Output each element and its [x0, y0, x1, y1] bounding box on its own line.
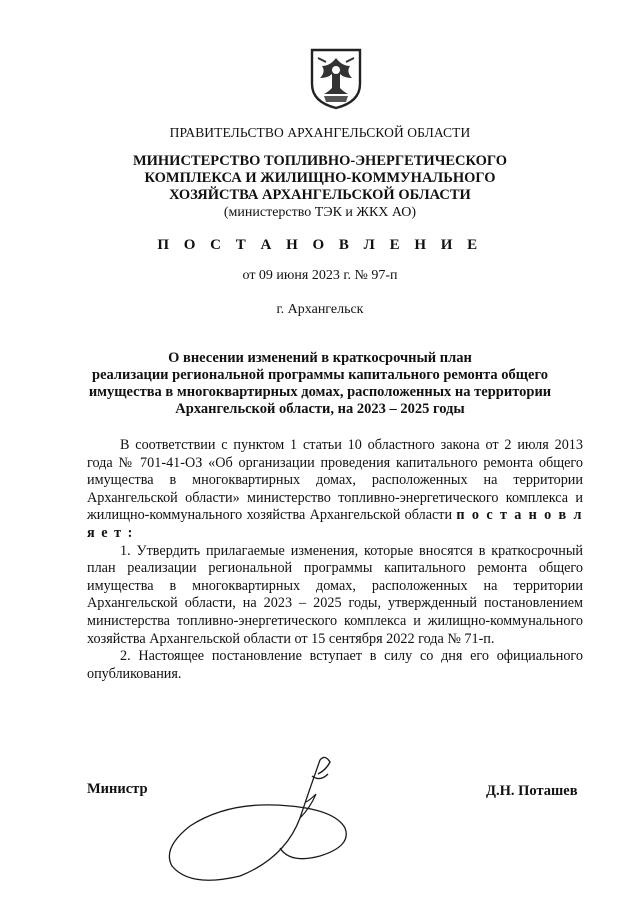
subject-line: О внесении изменений в краткосрочный план: [168, 350, 472, 366]
ministry-title-line: КОМПЛЕКСА И ЖИЛИЩНО-КОММУНАЛЬНОГО: [144, 170, 496, 186]
coat-of-arms-icon: [302, 44, 370, 112]
document-body: [87, 437, 583, 683]
subject-line: Архангельской области, на 2023 – 2025 годы: [175, 401, 465, 417]
document-type: П О С Т А Н О В Л Е Н И Е: [157, 237, 483, 253]
subject-line: имущества в многоквартирных домах, расположенных на территории: [88, 384, 552, 400]
signatory-position: Министр: [87, 781, 148, 797]
ministry-title: [60, 153, 580, 221]
document-date-number: от 09 июня 2023 г. № 97-п: [242, 268, 398, 283]
handwritten-signature-icon: [160, 748, 370, 896]
decree-word: п о с т а н о в л я е т :: [87, 507, 583, 541]
preamble-paragraph: [87, 437, 583, 543]
subject-line: реализации региональной программы капитального ремонта общего: [92, 367, 548, 383]
signatory-name: Д.Н. Поташев: [486, 783, 578, 799]
government-title: ПРАВИТЕЛЬСТВО АРХАНГЕЛЬСКОЙ ОБЛАСТИ: [169, 125, 471, 140]
ministry-title-line: МИНИСТЕРСТВО ТОПЛИВНО-ЭНЕРГЕТИЧЕСКОГО: [132, 153, 508, 169]
document-city: г. Архангельск: [276, 302, 364, 317]
preamble-text: В соответствии с пунктом 1 статьи 10 областного закона от 2 июля 2013 года № 701-41-ОЗ «Об организации проведения капитального ремонта общего имущества в многоквартирных домах, расположенных на территории Архангельской области» министерство топливно-энергетического комплекса и жилищно-коммунального хозяйства Архангельской области: [87, 437, 583, 524]
document-subject: [60, 350, 580, 418]
ministry-title-line: ХОЗЯЙСТВА АРХАНГЕЛЬСКОЙ ОБЛАСТИ: [169, 187, 471, 203]
item-2-paragraph: 2. Настоящее постановление вступает в силу со дня его официального опубликования.: [87, 648, 583, 682]
ministry-short-name: (министерство ТЭК и ЖКХ АО): [223, 205, 417, 220]
item-1-paragraph: 1. Утвердить прилагаемые изменения, которые вносятся в краткосрочный план реализации региональной программы капитального ремонта общего имущества в многоквартирных домах, расположенных на территории Архангельской области, на 2023 – 2025 годы, утвержденный постановлением министерства топливно-энергетического комплекса и жилищно-коммунального хозяйства Архангельской области от 15 сентября 2022 года № 71-п.: [87, 542, 583, 647]
